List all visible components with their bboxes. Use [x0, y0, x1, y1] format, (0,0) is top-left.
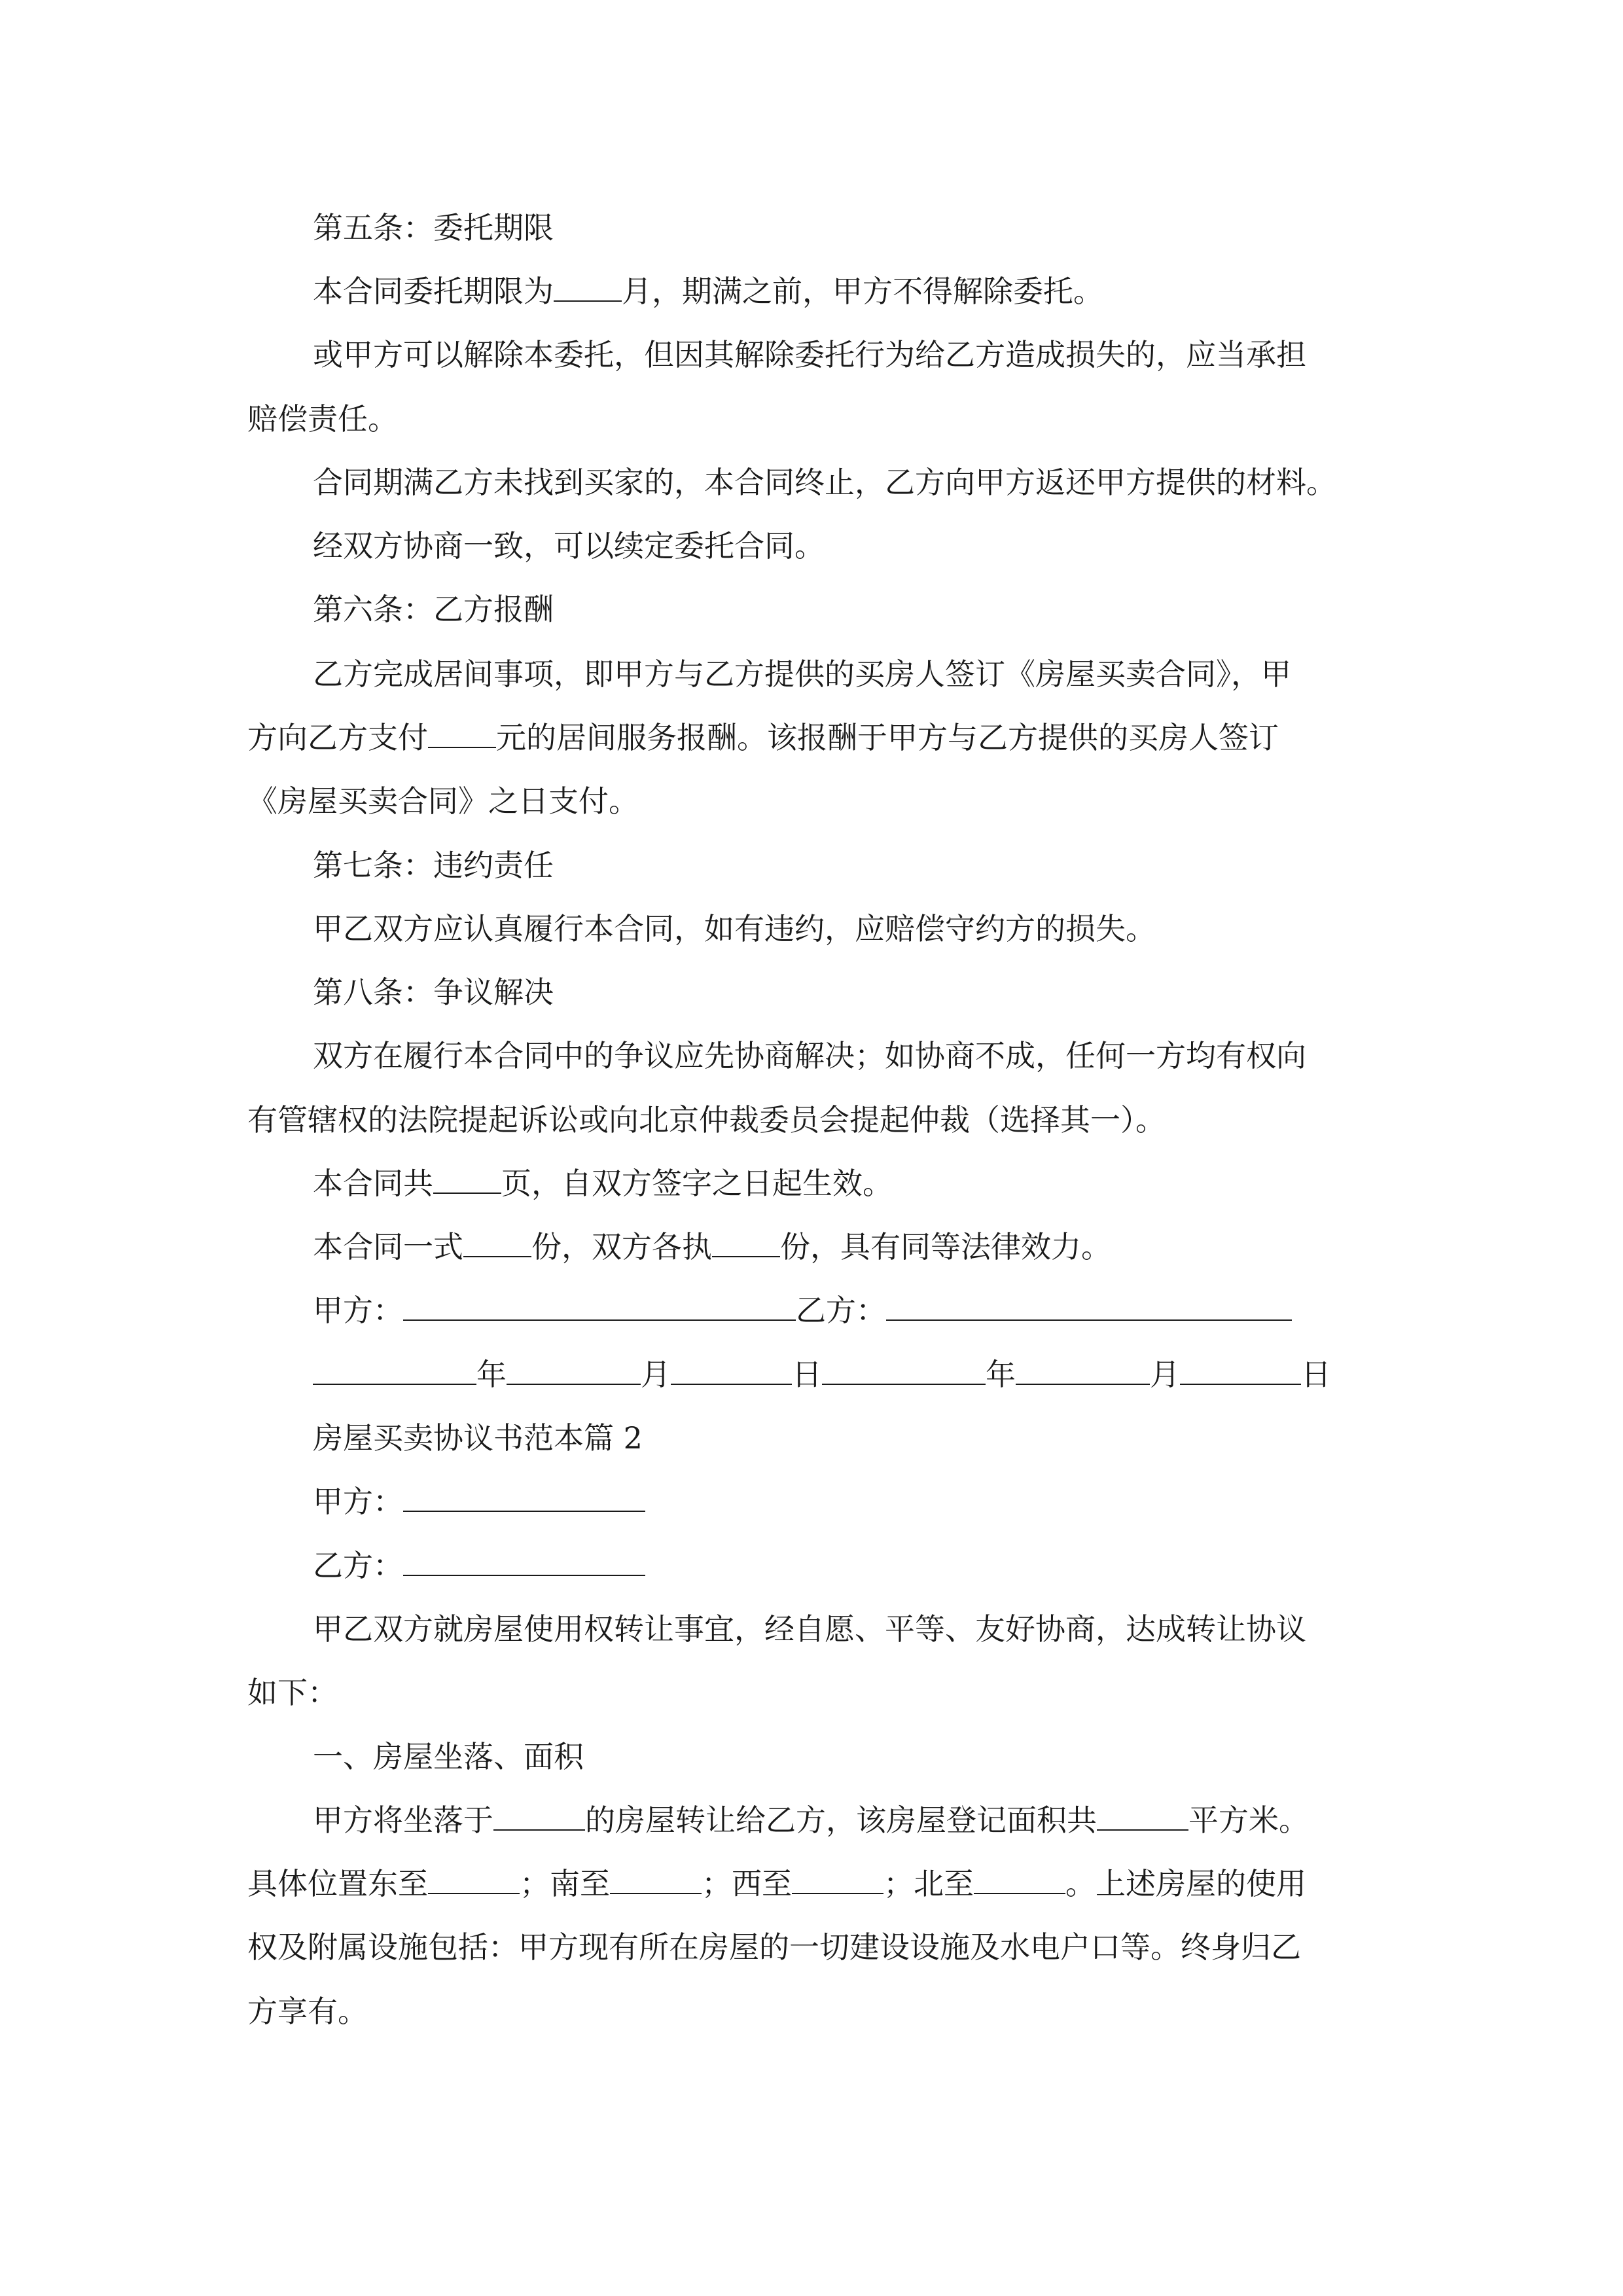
party-a-signature-blank [403, 1293, 796, 1321]
text: 或甲方可以解除本委托，但因其解除委托行为给乙方造成损失的，应当承担 [313, 337, 1306, 372]
text: 第五条：委托期限 [313, 210, 554, 245]
blank-line [610, 1867, 702, 1894]
text: 乙方： [313, 1548, 403, 1583]
paragraph [313, 1801, 1309, 1840]
blank-line [433, 1166, 501, 1194]
year-blank [822, 1357, 986, 1385]
party-b-signature-blank [886, 1293, 1292, 1321]
text: ；西至 [702, 1866, 792, 1901]
paragraph [313, 335, 1306, 374]
paragraph [313, 526, 825, 565]
blank-line [493, 1803, 585, 1831]
text: 本合同共 [313, 1166, 433, 1201]
text: 甲方将坐落于 [313, 1803, 493, 1838]
text: 经双方协商一致，可以续定委托合同。 [313, 528, 825, 564]
blank-line [428, 1867, 520, 1894]
text: 双方在履行本合同中的争议应先协商解决；如协商不成，任何一方均有权向 [313, 1038, 1306, 1073]
text: 年 [476, 1357, 507, 1392]
text: 元的居间服务报酬。该报酬于甲方与乙方提供的买房人签订 [496, 720, 1279, 755]
text: 乙方完成居间事项，即甲方与乙方提供的买房人签订《房屋买卖合同》，甲 [313, 656, 1291, 692]
blank-line [712, 1230, 780, 1257]
paragraph [313, 463, 1336, 502]
paragraph [313, 655, 1291, 694]
text: 平方米。 [1188, 1803, 1309, 1838]
text: 具体位置东至 [247, 1866, 428, 1901]
text: 日 [792, 1357, 822, 1392]
text: 份，具有同等法律效力。 [780, 1229, 1111, 1265]
blank-line [428, 721, 496, 748]
text: 方享有。 [247, 1994, 368, 2029]
party-line [313, 1482, 645, 1521]
text: 年 [986, 1357, 1016, 1392]
article-5-heading [313, 208, 554, 247]
text: 份，双方各执 [531, 1229, 712, 1265]
party-line [313, 1546, 645, 1585]
article-7-heading [313, 846, 554, 885]
paragraph [313, 1164, 893, 1203]
text: 本合同一式 [313, 1229, 463, 1265]
blank-line [403, 1549, 645, 1576]
blank-line [792, 1867, 883, 1894]
text: 权及附属设施包括：甲方现有所在房屋的一切建设设施及水电户口等。终身归乙 [247, 1929, 1301, 1965]
paragraph [313, 909, 1156, 948]
paragraph-continued [247, 781, 639, 821]
day-blank [671, 1357, 792, 1385]
text: ；南至 [520, 1866, 610, 1901]
text: 方向乙方支付 [247, 720, 428, 755]
blank-line [974, 1867, 1065, 1894]
paragraph [313, 272, 1103, 311]
party-a-label: 甲方： [313, 1293, 403, 1328]
article-8-heading [313, 973, 554, 1012]
paragraph-continued [247, 1673, 338, 1712]
text: 月 [1150, 1357, 1180, 1392]
paragraph-continued [247, 399, 398, 439]
text: 第八条：争议解决 [313, 975, 554, 1010]
text: 甲乙双方应认真履行本合同，如有违约，应赔偿守约方的损失。 [313, 911, 1156, 946]
paragraph-continued [247, 1864, 1306, 1903]
paragraph [313, 1227, 1111, 1266]
signature-line [313, 1291, 1292, 1330]
text: 月，期满之前，甲方不得解除委托。 [622, 274, 1103, 309]
party-b-label: 乙方： [796, 1293, 886, 1328]
text: 页，自双方签字之日起生效。 [501, 1166, 893, 1201]
text: 日 [1301, 1357, 1331, 1392]
section-title [313, 1418, 643, 1458]
paragraph-continued [247, 1928, 1301, 1967]
blank-line [1097, 1803, 1188, 1831]
text: 如下： [247, 1675, 338, 1710]
paragraph-continued [247, 1992, 368, 2031]
text: 甲方： [313, 1484, 403, 1519]
text: 一、房屋坐落、面积 [313, 1739, 584, 1774]
text: 有管辖权的法院提起诉讼或向北京仲裁委员会提起仲裁（选择其一）。 [247, 1102, 1166, 1138]
text: 甲乙双方就房屋使用权转让事宜，经自愿、平等、友好协商，达成转让协议 [313, 1611, 1306, 1647]
paragraph-continued [247, 1100, 1166, 1139]
text: 。上述房屋的使用 [1065, 1866, 1306, 1901]
day-blank [1180, 1357, 1301, 1385]
text: 第六条：乙方报酬 [313, 592, 554, 627]
text: ；北至 [883, 1866, 974, 1901]
date-line [313, 1355, 1331, 1394]
paragraph [313, 1609, 1306, 1649]
blank-line [554, 274, 622, 302]
text: 《房屋买卖合同》之日支付。 [247, 783, 639, 819]
text: 合同期满乙方未找到买家的，本合同终止，乙方向甲方返还甲方提供的材料。 [313, 465, 1336, 500]
year-blank [313, 1357, 476, 1385]
paragraph-continued [247, 718, 1279, 757]
paragraph [313, 1036, 1306, 1075]
text: 的房屋转让给乙方，该房屋登记面积共 [585, 1803, 1097, 1838]
text: 房屋买卖协议书范本篇 2 [313, 1420, 643, 1456]
text: 本合同委托期限为 [313, 274, 554, 309]
text: 赔偿责任。 [247, 401, 398, 437]
article-6-heading [313, 590, 554, 629]
blank-line [463, 1230, 531, 1257]
text: 月 [641, 1357, 671, 1392]
month-blank [1016, 1357, 1150, 1385]
section-heading [313, 1737, 584, 1776]
month-blank [507, 1357, 641, 1385]
blank-line [403, 1484, 645, 1512]
text: 第七条：违约责任 [313, 848, 554, 883]
